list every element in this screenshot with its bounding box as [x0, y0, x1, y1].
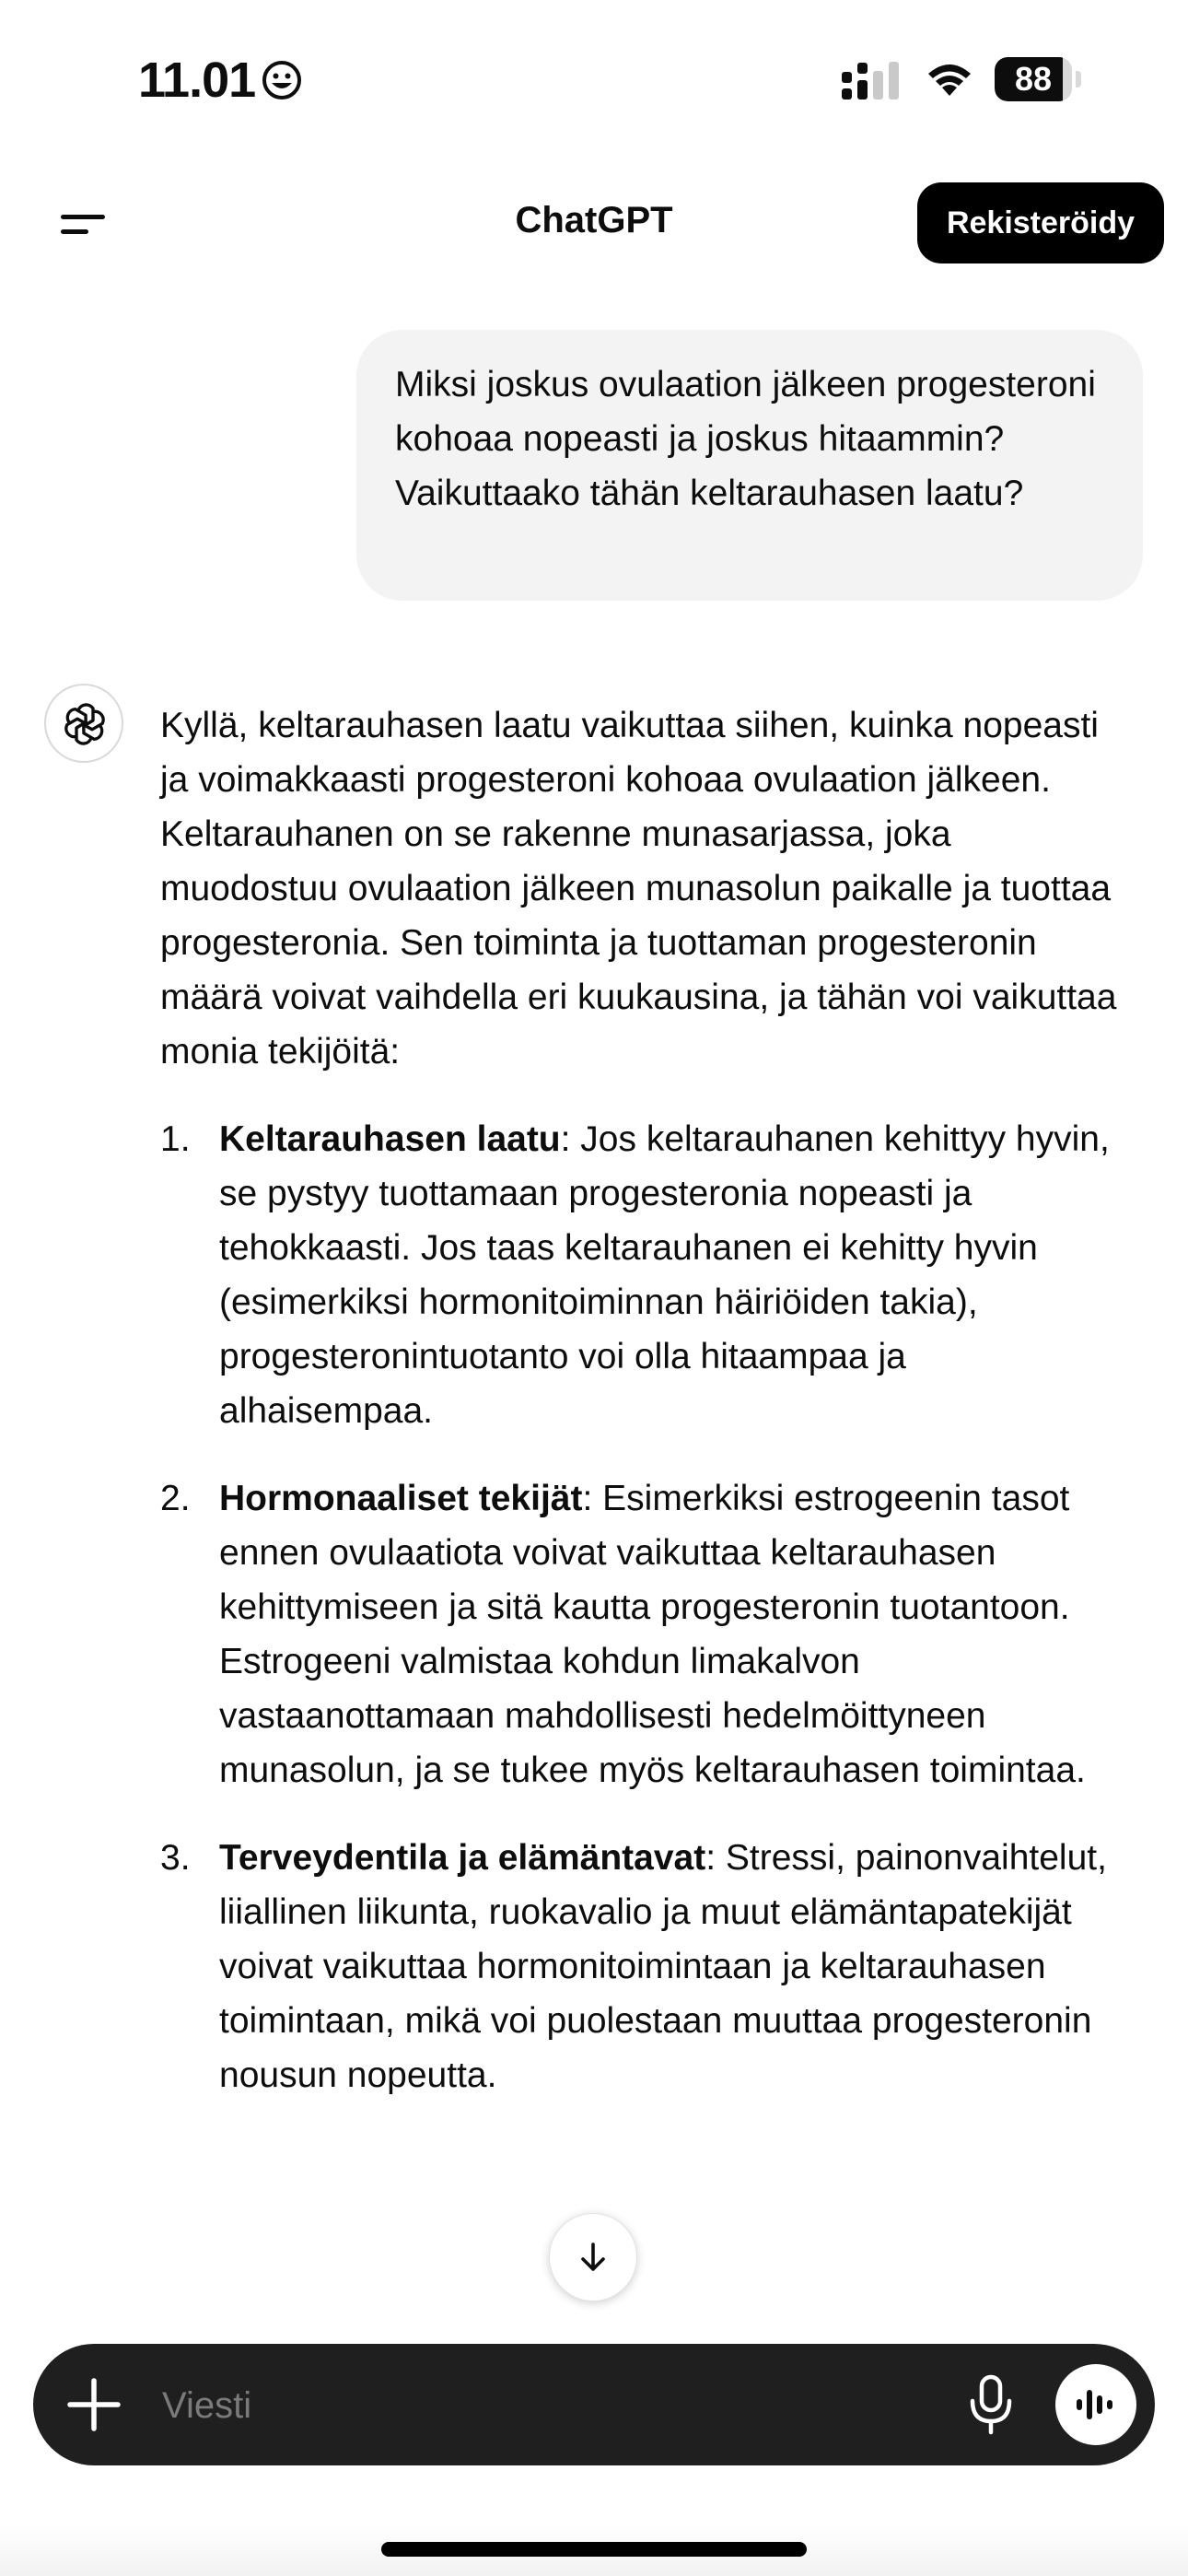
list-item [160, 1831, 1118, 2102]
list-item [160, 1112, 1118, 1438]
arrow-down-icon [575, 2239, 611, 2276]
list-item-number: 3. [160, 1838, 191, 1878]
assistant-avatar [44, 684, 123, 763]
list-item-title: Hormonaaliset tekijät [219, 1479, 583, 1518]
register-button[interactable]: Rekisteröidy [917, 182, 1164, 263]
page-title: ChatGPT [515, 200, 673, 240]
user-message-bubble: Miksi joskus ovulaation jälkeen progesteroni kohoaa nopeasti ja joskus hitaammin? Vaikuttaako tähän keltarauhasen laatu? [356, 330, 1143, 601]
message-composer [33, 2344, 1155, 2465]
status-bar [0, 0, 1188, 161]
list-item-number: 2. [160, 1479, 191, 1518]
microphone-icon[interactable] [967, 2373, 1015, 2436]
list-item-text: : Stressi, painonvaihtelut, liiallinen liikunta, ruokavalio ja muut elämäntapatekijät voivat vaikuttaa hormonitoimintaan ja keltarauhasen toimintaan, mikä voi puolestaan muuttaa progesteronin nousun nopeutta. [219, 1838, 1107, 2095]
list-item-title: Terveydentila ja elämäntavat [219, 1838, 706, 1878]
battery-icon [995, 57, 1083, 101]
voice-mode-button[interactable] [1055, 2364, 1136, 2445]
plus-icon[interactable] [66, 2377, 122, 2432]
status-time: 11.01 [138, 53, 256, 108]
battery-cap [1076, 71, 1081, 88]
list-item-text: : Esimerkiksi estrogeenin tasot ennen ovulaatiota voivat vaikuttaa keltarauhasen kehittymiseen ja sitä kautta progesteronin tuotantoon. Estrogeeni valmistaa kohdun limakalvon vastaanottamaan mahdollisesti hedelmöittyneen munasolun, ja se tukee myös keltarauhasen toimintaa. [219, 1479, 1086, 1790]
list-item-number: 1. [160, 1119, 191, 1159]
battery-body [995, 57, 1072, 101]
voice-mode-icon [1074, 2383, 1118, 2427]
list-item-text: : Jos keltarauhanen kehittyy hyvin, se pystyy tuottamaan progesteronia nopeasti ja tehokkaasti. Jos taas keltarauhanen ei kehitty hyvin (esimerkiksi hormonitoiminnan häiriöiden takia), progesteronintuotanto voi olla hitaampaa ja alhaisempaa. [219, 1119, 1110, 1431]
scroll-down-button[interactable] [549, 2213, 637, 2301]
cellular-signal-icon [840, 61, 901, 101]
openai-logo-icon [62, 701, 108, 747]
header [0, 161, 1188, 286]
list-item [160, 1471, 1118, 1797]
assistant-intro: Kyllä, keltarauhasen laatu vaikuttaa siihen, kuinka nopeasti ja voimakkaasti progesteroni kohoaa ovulaation jälkeen. Keltarauhanen on se rakenne munasarjassa, joka muodostuu ovulaation jälkeen munasolun paikalle ja tuottaa progesteronia. Sen toiminta ja tuottaman progesteronin määrä voivat vaihdella eri kuukausina, ja tähän voi vaikuttaa monia tekijöitä: [160, 706, 1117, 1071]
wifi-icon [921, 57, 978, 100]
factors-list [160, 1112, 1118, 2102]
home-indicator [381, 2542, 807, 2557]
battery-percentage: 88 [1014, 60, 1053, 98]
assistant-message [160, 698, 1118, 2136]
list-item-title: Keltarauhasen laatu [219, 1119, 561, 1159]
smiley-icon [261, 59, 303, 101]
message-input[interactable] [160, 2375, 956, 2436]
